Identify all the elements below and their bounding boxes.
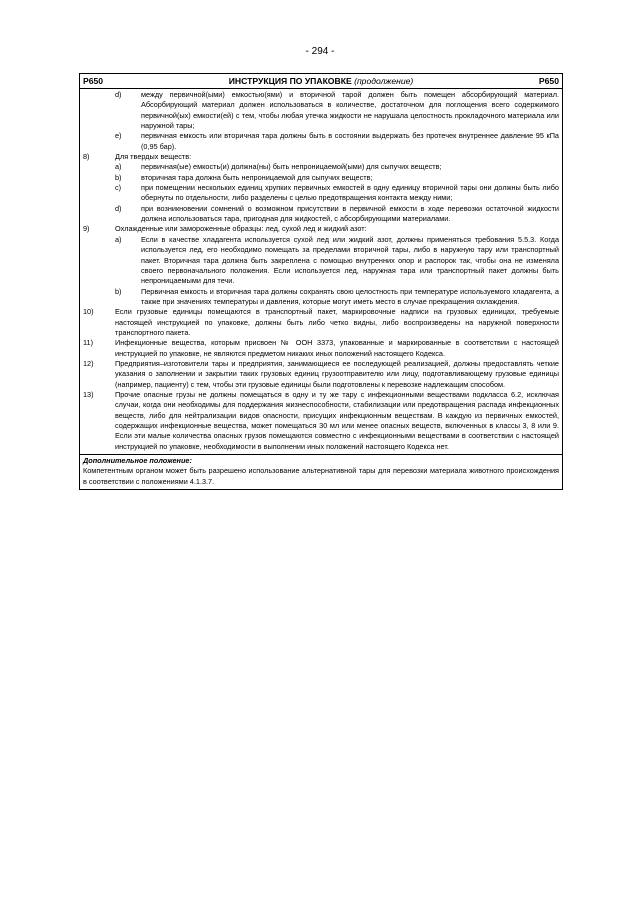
item-text: первичная(ые) емкость(и) должна(ны) быть непроницаемой(ыми) для сыпучих веществ; (141, 162, 442, 172)
item-text: Прочие опасные грузы не должны помещаться в одну и ту же тару с инфекционными веществами подкласса 6.2, исключая случаи, когда они необходимы для поддержания жизнеспособности, стабилизации или предотвращения распада инфекционных веществ, либо для нейтрализации видов опасности, присущих инфекционным веществам. В каждую из первичных емкостей, содержащих инфекционные вещества, может помещаться 30 мл или менее опасных веществ, включенных в классы 3, 8 или 9. Если эти малые количества опасных грузов помещаются совместно с инфекционными веществами в соответствии с настоящей инструкцией по упаковке, необходимости в выполнении иных положений настоящего Кодекса нет. (115, 389, 559, 451)
item-text: Если грузовые единицы помещаются в транспортный пакет, маркировочные надписи на грузовых единицах, требуемые настоящей инструкцией по упаковке, должны быть либо четко видны, либо воспроизведены на наружной поверхности транспортного пакета. (115, 307, 559, 337)
page-number: - 294 - (305, 46, 335, 57)
additional-provision (80, 454, 562, 489)
item-text: при помещении нескольких единиц хрупких первичных емкостей в одну единицу вторичной тары они должны быть либо обернуты по отдельности, либо разделены с целью предотвращения контакта между ними; (141, 183, 559, 203)
item-letter: b) (115, 286, 122, 296)
item-letter: b) (115, 172, 122, 182)
instruction-header (80, 74, 562, 89)
item-letter: c) (115, 183, 122, 193)
item-number: 10) (83, 307, 94, 317)
list-item (115, 90, 559, 131)
list-item (115, 183, 559, 204)
instruction-code-left: P650 (83, 76, 104, 86)
list-item (115, 162, 559, 172)
item-number: 9) (83, 224, 90, 234)
instruction-title: ИНСТРУКЦИЯ ПО УПАКОВКЕ (228, 76, 352, 86)
list-item (115, 173, 559, 183)
item-number: 12) (83, 358, 94, 368)
item-letter: a) (115, 234, 122, 244)
item-text: Охлажденные или замороженные образцы: лед, сухой лед и жидкий азот: (115, 224, 367, 234)
item-letter: d) (115, 203, 122, 213)
item-number: 8) (83, 152, 90, 162)
item-text: Инфекционные вещества, которым присвоен № ООН 3373, упакованные и маркированные в соответствии с настоящей инструкцией по упаковке, не являются предметом никаких иных положений настоящего Кодекса. (115, 338, 559, 358)
item-text: Если в качестве хладагента используется сухой лед или жидкий азот, должны применяться требования 5.5.3. Когда используется лед, его необходимо помещать за пределами вторичной тары, либо в наружную тару или транспортный пакет. Вторичная тара должна быть закреплена с помощью внутренних опор и распорок так, чтобы она не изменяла своего первоначального положения. Если используется лед, наружная тара или транспортный пакет должны быть непроницаемыми для течи. (141, 234, 559, 286)
instruction-title-note: (продолжение) (354, 76, 414, 86)
item-number: 13) (83, 389, 94, 399)
list-item (115, 204, 559, 225)
item-text: между первичной(ыми) емкостью(ями) и вторичной тарой должен быть помещен абсорбирующий материал. Абсорбирующий материал должен использоваться в количестве, достаточном для поглощения всего содержимого первичной(ых) емкости(ей) с тем, чтобы любая утечка жидкости не нарушала целостность прокладочного материала или наружной тары; (141, 90, 559, 131)
item-number: 11) (83, 338, 94, 348)
packing-instruction-frame (79, 73, 563, 490)
list-item (115, 287, 559, 308)
item-text: Предприятия–изготовители тары и предприятия, занимающиеся ее последующей реализацией, должны предоставлять четкие указания о заполнении и закрытии таких грузовых единиц грузоотправителю или лицу, подготавливающему грузовые единицы (например, пациенту) с тем, чтобы эти грузовые единицы были подготовлены к перевозке надлежащим способом. (115, 358, 559, 389)
additional-provision-heading: Дополнительное положение: (83, 456, 192, 466)
list-item (83, 359, 559, 390)
item-letter: e) (115, 131, 122, 141)
list-item (83, 307, 559, 338)
instruction-code-right: P650 (538, 76, 559, 86)
instruction-title-wrap (103, 76, 539, 86)
item-text: первичная емкость или вторичная тара должны быть в состоянии выдержать без протечек внутреннее давление 95 кПа (0,95 бар). (141, 131, 559, 151)
list-item (83, 152, 559, 162)
instruction-body (80, 89, 562, 454)
additional-provision-text: Компетентным органом может быть разрешено использование альтернативной тары для перевозки материала животного происхождения в соответствии с положениями 4.1.3.7. (83, 466, 559, 486)
list-item (115, 235, 559, 287)
item-letter: a) (115, 162, 122, 172)
list-item (83, 338, 559, 359)
item-text: вторичная тара должна быть непроницаемой для сыпучих веществ; (141, 172, 373, 182)
item-letter: d) (115, 90, 122, 99)
list-item (83, 224, 559, 234)
list-item (115, 131, 559, 152)
item-text: Для твердых веществ: (115, 152, 192, 162)
list-item (83, 390, 559, 452)
item-text: при возникновении сомнений о возможном присутствии в первичной емкости в ходе перевозки остаточной жидкости должна использоваться тара, пригодная для жидкостей, с абсорбирующими материалами. (141, 203, 559, 224)
item-text: Первичная емкость и вторичная тара должны сохранять свою целостность при температуре используемого хладагента, а также при значениях температуры и давления, которые могут иметь место в случае прекращения охлаждения. (141, 286, 559, 306)
